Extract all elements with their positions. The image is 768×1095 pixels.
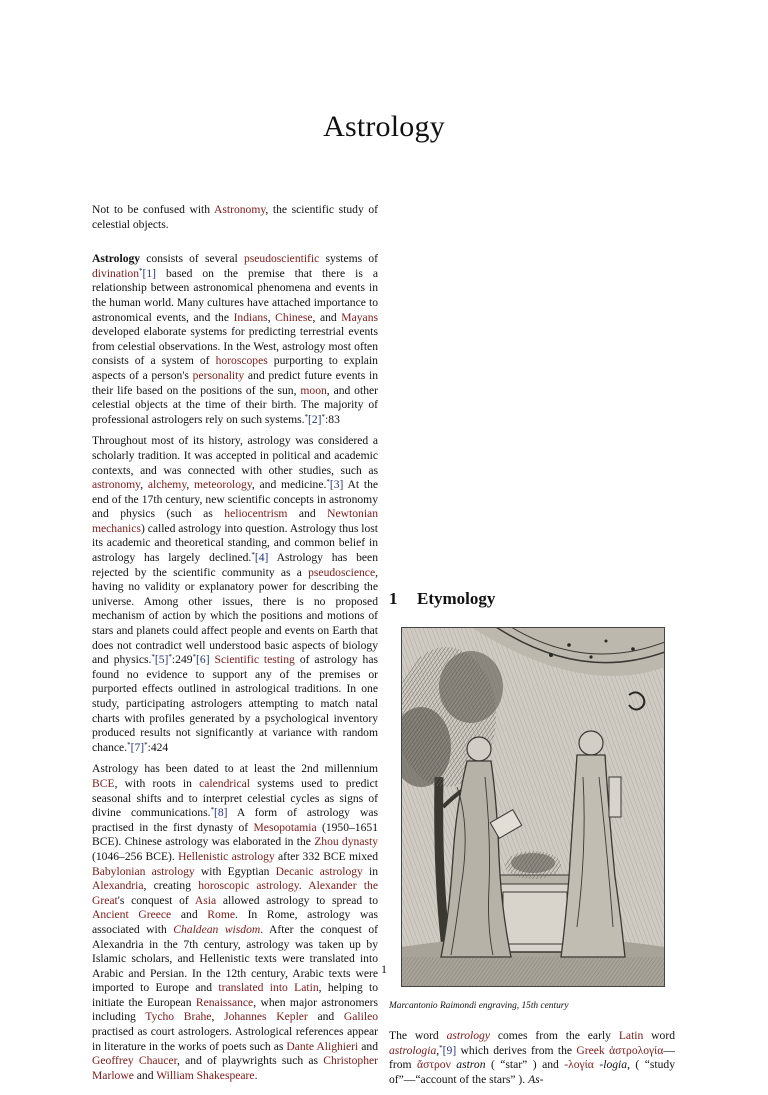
page-number: 1 [381, 962, 387, 976]
paragraph-history: Throughout most of its history, astrology was considered a scholarly tradition. It was accepted in political and academic contexts, and was connected with other studies, such as astronomy, alchemy, meteorology, and medicine.*[3] At the end of the 17th century, new scientific concepts in astronomy and physics (such as heliocentrism and Newtonian mechanics) called astrology into question. Astrology thus lost its academic and theoretical standing, and common belief in astrology has largely declined.*[4] Astrology has been rejected by the scientific community as a pseudoscience, having no validity or explanatory power for describing the universe. Among other issues, there is no proposed mechanism of action by which the positions and motions of stars and planets could affect people and events on Earth that does not contradict well understood basic aspects of biology and physics.*[5]*:249*[6] Scientific testing of astrology has found no evidence to support any of the premises or purported effects outlined in astrological traditions. In one study, participating astrologers attempting to match natal charts with profiles generated by a psychological inventory produced results not significantly at variance with random chance.*[7]*:424 [92, 434, 379, 754]
hatnote: Not to be confused with Astronomy, the scientific study of celestial objects. [92, 203, 378, 231]
paragraph-etymology: The word astrology comes from the early Latin word astrologia,*[9] which derives from the Greek ἀστρολογία—from ἄστρον astron ( “star” ) and -λογία -logia, ( “study of”—“account of the stars” ). As- [389, 1029, 676, 1086]
page-title: Astrology [323, 110, 445, 143]
left-column [92, 203, 378, 1090]
figure-caption: Marcantonio Raimondi engraving, 15th century [389, 1000, 569, 1011]
section-heading-etymology: 1 Etymology [389, 589, 496, 608]
paragraph-intro: Astrology consists of several pseudoscientific systems of divination*[1] based on the premise that there is a relationship between astronomical phenomena and events in the human world. Many cultures have attached importance to astronomical events, and the Indians, Chinese, and Mayans developed elaborate systems for predicting terrestrial events from celestial observations. In the West, astrology most often consists of a system of horoscopes purporting to explain aspects of a person's personality and predict future events in their life based on the positions of the sun, moon, and other celestial objects at the time of their birth. The majority of professional astrologers rely on such systems.*[2]*:83 [92, 252, 379, 426]
engraving-image [401, 627, 665, 987]
paragraph-origins: Astrology has been dated to at least the 2nd millennium BCE, with roots in calendrical systems used to predict seasonal shifts and to interpret celestial cycles as signs of divine communications.*[8] A form of astrology was practised in the first dynasty of Mesopotamia (1950–1651 BCE). Chinese astrology was elaborated in the Zhou dynasty (1046–256 BCE). Hellenistic astrology after 332 BCE mixed Babylonian astrology with Egyptian Decanic astrology in Alexandria, creating horoscopic astrology. Alexander the Great's conquest of Asia allowed astrology to spread to Ancient Greece and Rome. In Rome, astrology was associated with Chaldean wisdom. After the conquest of Alexandria in the 7th century, astrology was taken up by Islamic scholars, and Hellenistic texts were translated into Arabic and Persian. In the 12th century, Arabic texts were imported to Europe and translated into Latin, helping to initiate the European Renaissance, when major astronomers including Tycho Brahe, Johannes Kepler and Galileo practised as court astrologers. Astrological references appear in literature in the works of poets such as Dante Alighieri and Geoffrey Chaucer, and of playwrights such as Christopher Marlowe and William Shakespeare. [92, 762, 379, 1082]
link-astronomy[interactable]: Astronomy [213, 203, 266, 216]
right-column [389, 203, 675, 1095]
